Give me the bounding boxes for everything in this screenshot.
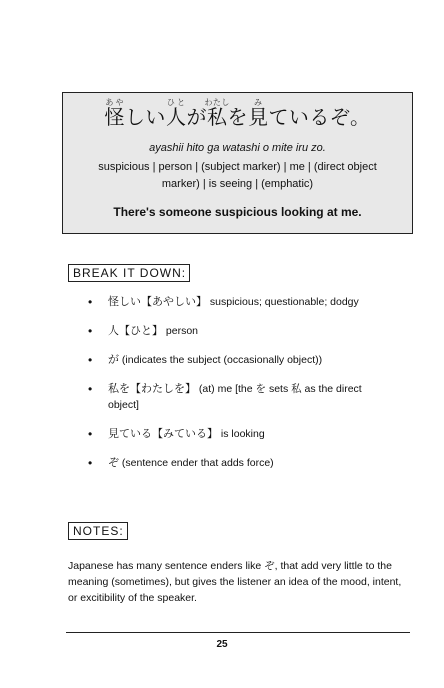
bullet-icon: • [88, 382, 93, 396]
kana-segment: が [186, 105, 207, 129]
list-item [88, 381, 393, 413]
list-item [88, 352, 393, 368]
break-it-down-heading: BREAK IT DOWN: [68, 264, 190, 282]
list-item [88, 455, 393, 471]
list-item [88, 323, 393, 339]
furigana-reading: あや [104, 98, 125, 107]
footer-divider [66, 632, 410, 633]
meaning: person [165, 325, 199, 337]
term: が [108, 353, 119, 366]
kanji-with-reading: 見み [247, 98, 269, 129]
meaning: (at) me [the を sets 私 as the direct object] [108, 383, 362, 411]
notes-paragraph: Japanese has many sentence enders like ぞ, that add very little to the meaning (sometimes), but gives the listener an idea of the mood, intent, or excitibility of the speaker. [68, 560, 402, 604]
break-it-down-list [88, 294, 393, 471]
meaning: (indicates the subject (occasionally object)) [121, 354, 323, 366]
romaji-line: ayashii hito ga watashi o mite iru zo. [149, 142, 326, 154]
kana-segment: しい [124, 105, 166, 129]
meaning: (sentence ender that adds force) [121, 457, 274, 469]
japanese-sentence [63, 98, 412, 129]
english-translation: There's someone suspicious looking at me. [113, 205, 362, 219]
example-sentence-box [62, 92, 413, 234]
term: 人【ひと】 [108, 324, 163, 337]
bullet-icon: • [88, 456, 93, 470]
term: ぞ [108, 456, 119, 469]
term: 私を【わたしを】 [108, 382, 196, 395]
kana-segment: ているぞ。 [268, 105, 371, 129]
bullet-icon: • [88, 324, 93, 338]
list-item [88, 426, 393, 442]
meaning: is looking [220, 428, 265, 440]
gloss-line: suspicious | person | (subject marker) | me | (direct object marker) | is seeing | (emphatic) [98, 161, 377, 190]
kanji-with-reading: 私わたし [204, 98, 230, 129]
kana-segment: を [227, 105, 248, 129]
furigana-reading: わたし [204, 98, 230, 107]
furigana-reading: ひと [165, 98, 187, 107]
page-number: 25 [216, 639, 228, 650]
kanji-with-reading: 人ひと [165, 98, 187, 129]
term: 見ている【みている】 [108, 427, 218, 440]
kanji-with-reading: 怪あや [104, 98, 125, 129]
bullet-icon: • [88, 427, 93, 441]
term: 怪しい【あやしい】 [108, 295, 207, 308]
bullet-icon: • [88, 295, 93, 309]
meaning: suspicious; questionable; dodgy [209, 296, 359, 308]
furigana-reading: み [247, 98, 269, 107]
japanese-sentence-text [104, 98, 370, 127]
notes-heading: NOTES: [68, 522, 128, 540]
list-item [88, 294, 393, 310]
bullet-icon: • [88, 353, 93, 367]
